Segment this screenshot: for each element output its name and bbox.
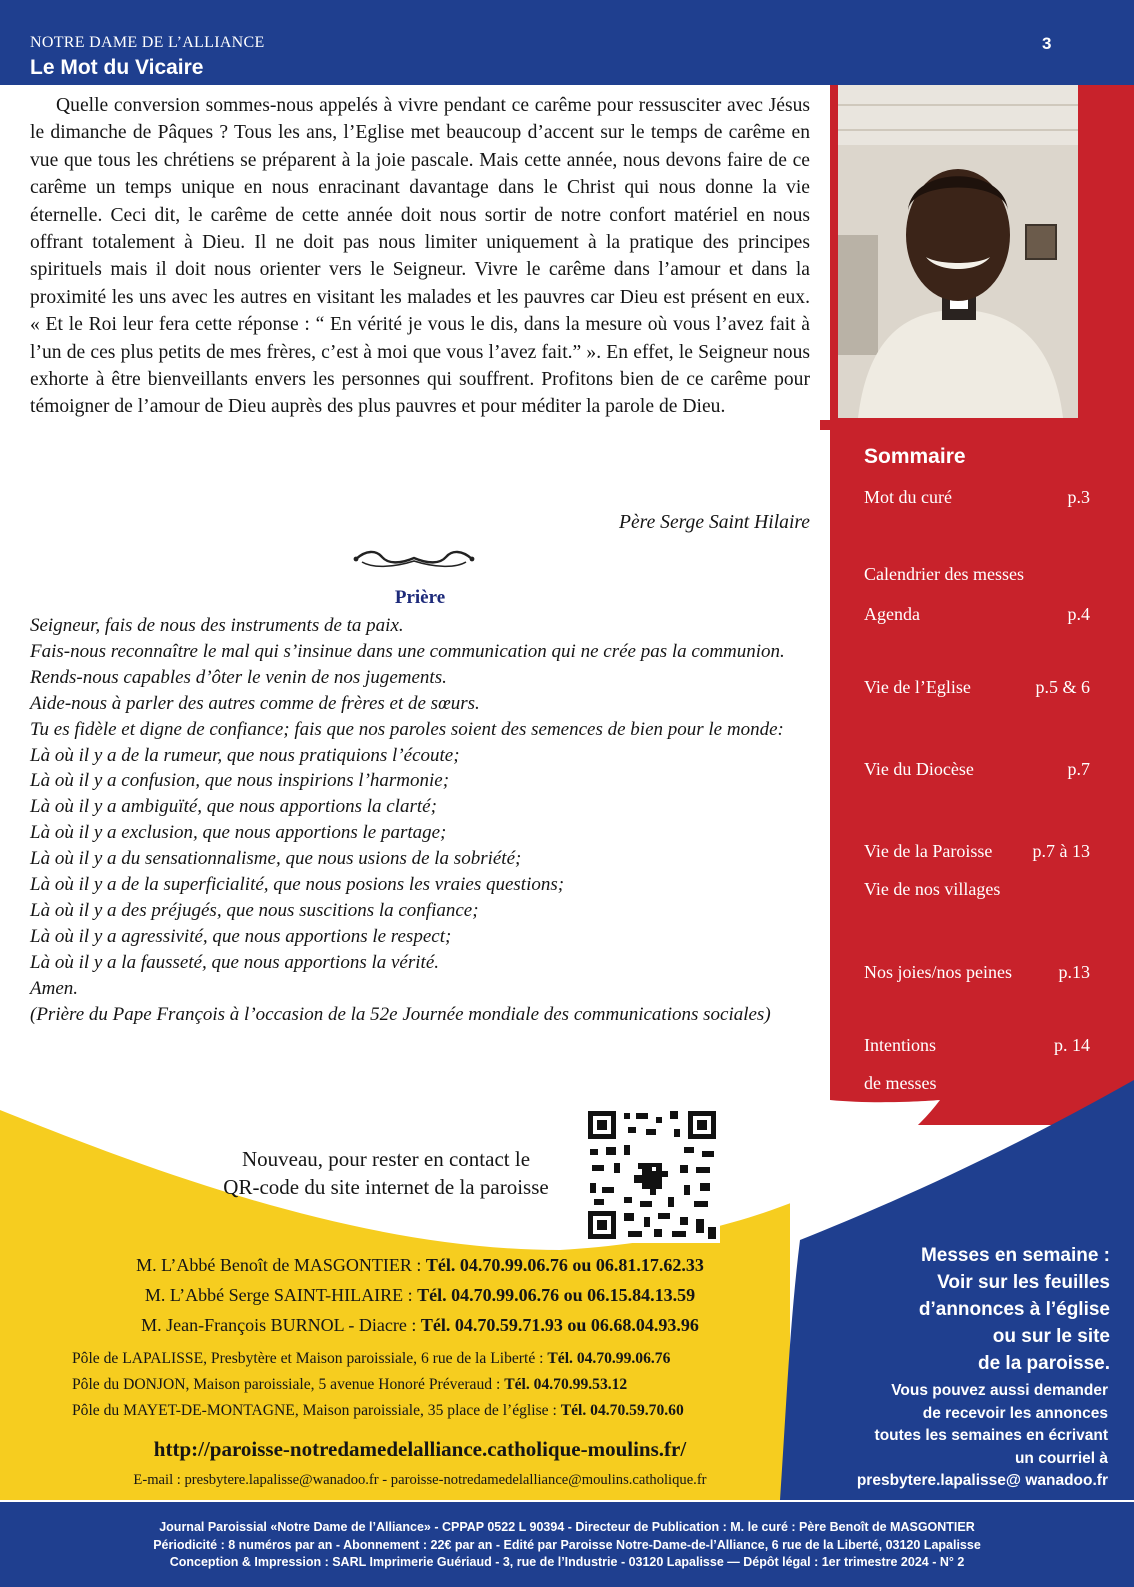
qr-code[interactable]: [584, 1107, 720, 1243]
signature: Père Serge Saint Hilaire: [619, 512, 810, 533]
sommaire-item-label: Intentions: [864, 1035, 936, 1055]
contact-line: [40, 1315, 800, 1336]
sommaire-item-label: Calendrier des messes: [864, 564, 1024, 584]
email-line[interactable]: E-mail : presbytere.lapalisse@wanadoo.fr - paroisse-notredamedelalliance@moulins.catholique.fr: [133, 1472, 707, 1488]
sommaire-item-page: p.5 & 6: [1035, 677, 1090, 697]
messes-line: d’annonces à l’église: [918, 1299, 1110, 1320]
section-title: Le Mot du Vicaire: [30, 56, 204, 79]
prayer-line: Tu es fidèle et digne de confiance; fais que nos paroles soient des semences de bien pour le monde:: [30, 718, 784, 740]
qr-caption-line: Nouveau, pour rester en contact le: [241, 1147, 531, 1171]
messes-line: ou sur le site: [992, 1326, 1110, 1347]
prayer-line: Là où il y a de la superficialité, que nous posions les vraies questions;: [30, 874, 565, 896]
footer-line: Périodicité : 8 numéros par an - Abonnement : 22€ par an - Edité par Paroisse Notre-Dame-de-l’Alliance, 6 rue de la Liberté, 03120 Lapalisse: [153, 1537, 981, 1552]
sommaire-item-label: Vie de la Paroisse: [864, 841, 993, 861]
contact-line: [40, 1255, 800, 1276]
footer-line: Journal Paroissial «Notre Dame de l’Alliance» - CPPAP 0522 L 90394 - Directeur de Publication : M. le curé : Père Benoît de MASGONTIER: [159, 1520, 975, 1534]
messes-sub-line: un courriel à: [1014, 1449, 1108, 1467]
pole-phone: Tél. 04.70.59.70.60: [560, 1402, 684, 1419]
messes-line: Messes en semaine :: [920, 1245, 1110, 1266]
messes-sub-line: de recevoir les annonces: [922, 1404, 1108, 1422]
sommaire-item-page: p.13: [1058, 962, 1090, 982]
messes-line: Voir sur les feuilles: [937, 1272, 1110, 1293]
pole-line: [72, 1350, 670, 1368]
qr-caption-line: QR-code du site internet de la paroisse: [223, 1175, 549, 1199]
prayer-line: Là où il y a confusion, que nous inspirions l’harmonie;: [30, 770, 450, 792]
messes-line: de la paroisse.: [977, 1353, 1110, 1374]
pole-address: Pôle du DONJON, Maison paroissiale, 5 avenue Honoré Préveraud :: [72, 1376, 501, 1393]
sommaire-item-label: de messes: [864, 1073, 937, 1093]
prayer-line: Rends-nous capables d’ôter le venin de nos jugements.: [30, 666, 447, 688]
contact-phones: Tél. 04.70.99.06.76 ou 06.81.17.62.33: [425, 1255, 704, 1275]
sommaire-item-label: Mot du curé: [864, 487, 952, 507]
sommaire-item-label: Vie de l’Eglise: [864, 677, 971, 697]
messes-email[interactable]: presbytere.lapalisse@ wanadoo.fr: [856, 1472, 1108, 1489]
prayer-line: Aide-nous à parler des autres comme de frères et de sœurs.: [30, 692, 480, 714]
pole-phone: Tél. 04.70.99.53.12: [504, 1376, 628, 1393]
vicar-message: [30, 92, 810, 421]
prayer-line: Amen.: [30, 977, 79, 999]
prayer-line: Là où il y a du sensationnalisme, que nous usions de la sobriété;: [30, 848, 522, 870]
prayer-line: Là où il y a ambiguïté, que nous apportions la clarté;: [30, 796, 437, 818]
publication-footer: [0, 1519, 1134, 1572]
qr-caption: [186, 1145, 586, 1201]
sommaire-item-page: p.7 à 13: [1032, 841, 1090, 861]
prayer-line: Là où il y a exclusion, que nous apportions le partage;: [30, 822, 447, 844]
prayer-source: (Prière du Pape François à l’occasion de la 52e Journée mondiale des communications sociales): [30, 1003, 771, 1025]
page-number: 3: [1042, 34, 1052, 53]
contact-line: [40, 1285, 800, 1306]
vicar-message-text: Quelle conversion sommes-nous appelés à vivre pendant ce carême pour ressusciter avec Jésus le dimanche de Pâques ? Tous les ans, l’Eglise met beaucoup d’accent sur le temps de carême en vue que tous les chrétiens se préparent à la joie pascale. Mais cette année, nous devons faire de ce carême un temps unique en nous enracinant davantage dans le Christ qui nous donne la vie éternelle. Ceci dit, le carême de cette année doit nous sortir de notre confort matériel en nous offrant totalement à Dieu. Il ne doit pas nous limiter uniquement à la pratique des principes spirituels mais il doit nous orienter vers le Seigneur. Vivre le carême dans l’amour et dans la proximité les uns avec les autres en visitant les malades et les pauvres car Dieu est présent en eux. « Et le Roi leur fera cette réponse : “ En vérité je vous le dis, dans la mesure où vous l’avez fait à l’un de ces plus petits de mes frères, c’est à moi que vous l’avez fait.” ». En effet, le Seigneur nous exhorte à être bienveillants envers les personnes qui souffrent. Profitons bien de ce carême pour témoigner de l’amour de Dieu auprès des plus pauvres et pour méditer la parole de Dieu.: [30, 95, 810, 418]
pole-address: Pôle du MAYET-DE-MONTAGNE, Maison paroissiale, 35 place de l’église :: [72, 1402, 557, 1419]
messes-sub-line: Vous pouvez aussi demander: [891, 1382, 1108, 1399]
sommaire-item-label: Nos joies/nos peines: [864, 962, 1012, 982]
website-link[interactable]: http://paroisse-notredamedelalliance.catholique-moulins.fr/: [153, 1437, 687, 1461]
sommaire-item-page: p.4: [1067, 604, 1090, 624]
publication-name: NOTRE DAME DE L’ALLIANCE: [30, 34, 265, 51]
vicar-photo: [838, 85, 1078, 418]
contact-phones: Tél. 04.70.99.06.76 ou 06.15.84.13.59: [417, 1285, 696, 1305]
messes-sub-line: toutes les semaines en écrivant: [874, 1427, 1108, 1444]
prayer-title: Prière: [394, 587, 446, 608]
prayer-line: Là où il y a agressivité, que nous apportions le respect;: [30, 925, 452, 947]
contact-phones: Tél. 04.70.59.71.93 ou 06.68.04.93.96: [420, 1315, 699, 1335]
footer-line: Conception & Impression : SARL Imprimerie Guériaud - 3, rue de l’Industrie - 03120 Lapalisse — Dépôt légal : 1er trimestre 2024 - N° 2: [169, 1555, 965, 1569]
sommaire-item-label: Vie de nos villages: [864, 879, 1001, 899]
sommaire-item-page: p.7: [1067, 759, 1090, 779]
sommaire-item-label: Agenda: [864, 604, 920, 624]
sommaire-item-label: Vie du Diocèse: [864, 759, 974, 779]
pole-line: [72, 1402, 684, 1420]
weekday-masses-notice: [800, 1242, 1110, 1377]
pole-address: Pôle de LAPALISSE, Presbytère et Maison paroissiale, 6 rue de la Liberté :: [72, 1350, 544, 1367]
pole-phone: Tél. 04.70.99.06.76: [547, 1350, 671, 1367]
sommaire-item-page: p.3: [1067, 487, 1090, 507]
prayer-line: Là où il y a de la rumeur, que nous pratiquions l’écoute;: [30, 744, 460, 766]
prayer-line: Seigneur, fais de nous des instruments de ta paix.: [30, 615, 404, 636]
ornament-divider: [352, 548, 476, 575]
sommaire-title: Sommaire: [864, 445, 966, 468]
prayer-text: [30, 613, 820, 1028]
sommaire-item-page: p. 14: [1054, 1035, 1090, 1055]
contact-name: M. Jean-François BURNOL - Diacre :: [141, 1315, 417, 1335]
prayer-line: Là où il y a des préjugés, que nous suscitions la confiance;: [30, 899, 479, 921]
pole-line: [72, 1376, 627, 1394]
announcements-notice: [780, 1380, 1108, 1493]
prayer-line: Fais-nous reconnaître le mal qui s’insinue dans une communication qui ne crée pas la communion.: [30, 640, 785, 662]
prayer-line: Là où il y a la fausseté, que nous apportions la vérité.: [30, 951, 440, 973]
contact-name: M. L’Abbé Serge SAINT-HILAIRE :: [144, 1285, 413, 1305]
contact-name: M. L’Abbé Benoît de MASGONTIER :: [136, 1255, 422, 1275]
